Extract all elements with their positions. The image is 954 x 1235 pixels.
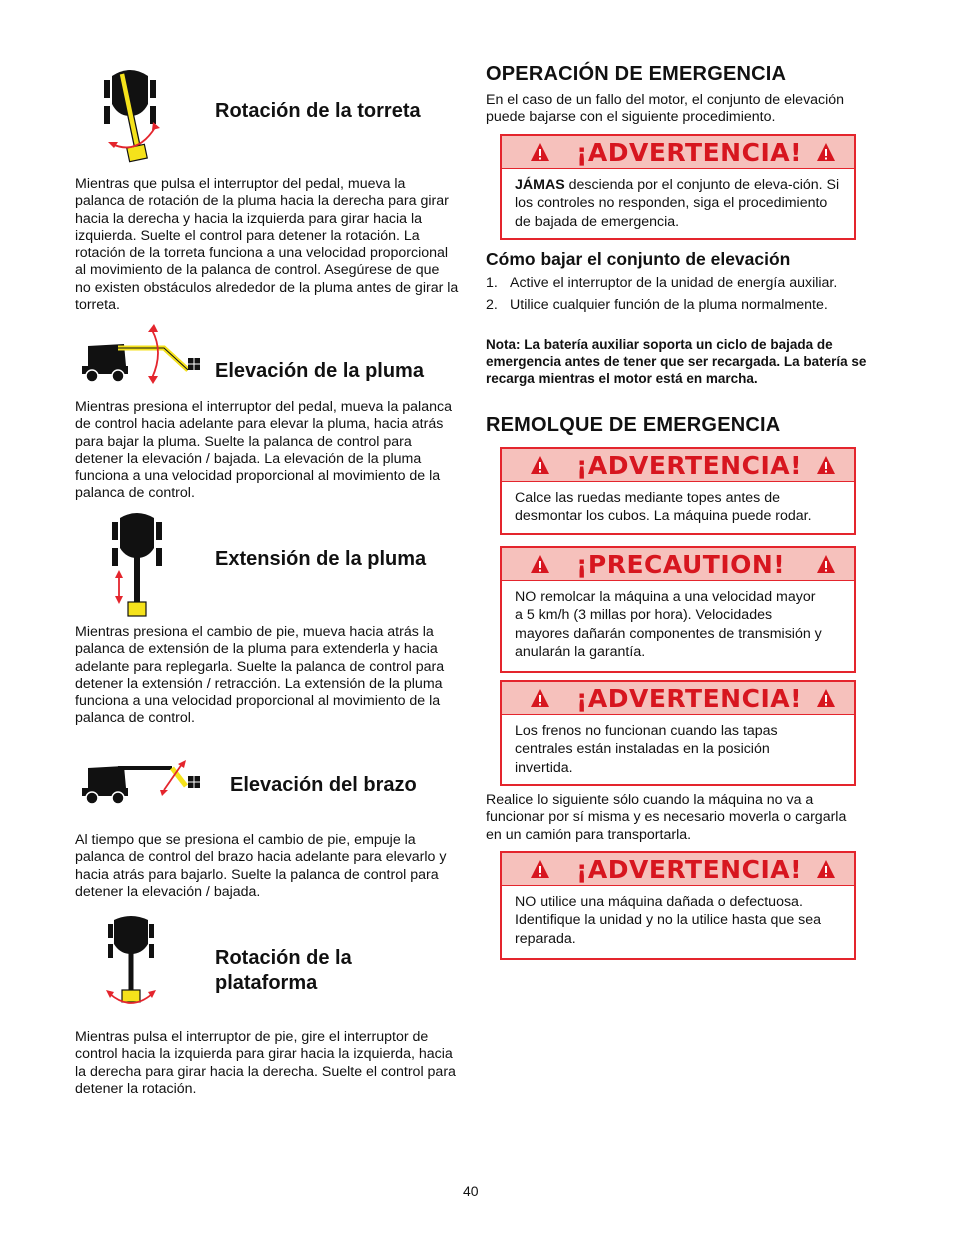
warning-label: ¡ADVERTENCIA! (576, 855, 803, 884)
boom-lift-icon (78, 322, 210, 384)
warning-triangle-icon (530, 554, 550, 574)
warning-triangle-icon (816, 142, 836, 162)
step-number: 1. (486, 275, 498, 291)
warning-banner (502, 449, 854, 482)
section-body-boom-extend: Mientras presiona el cambio de pie, mueva hacia atrás la palanca de extensión de la pluma para extenderla y hacia adelante para replegarla. Suelte la palanca de control para detener la extensión / retracción. La extensión de la pluma funciona a una velocidad proporcional al movimiento de la palanca de control. (75, 624, 445, 727)
page-number: 40 (463, 1183, 479, 1199)
emergency-operation-intro: En el caso de un fallo del motor, el conjunto de elevación puede bajarse con el siguiente procedimiento. (486, 92, 845, 126)
warning-triangle-icon (530, 688, 550, 708)
warning-label: ¡ADVERTENCIA! (576, 138, 803, 167)
warning-banner (502, 853, 854, 886)
warning-box-climb (500, 134, 856, 240)
warning-banner (502, 682, 854, 715)
caution-label: ¡PRECAUTION! (576, 550, 786, 579)
step-text: Active el interruptor de la unidad de energía auxiliar. (510, 275, 838, 291)
section-title-jib-lift: Elevación del brazo (230, 774, 417, 796)
warning-text: Los frenos no funcionan cuando las tapas centrales están instaladas en la posición invertida. (515, 723, 778, 776)
boom-extend-icon (108, 508, 166, 622)
warning-triangle-icon (816, 688, 836, 708)
warning-text: NO utilice una máquina dañada o defectuosa. Identifique la unidad y no la utilice hasta que sea reparada. (515, 894, 822, 947)
warning-banner (502, 136, 854, 169)
battery-note: Nota: La batería auxiliar soporta un ciclo de bajada de emergencia antes de tener que ser recargada. La batería se recarga mientras el motor está en marcha. (486, 337, 867, 386)
warning-triangle-icon (816, 455, 836, 475)
warning-text (502, 169, 854, 240)
section-body-turret-rotation: Mientras que pulsa el interruptor del pedal, mueva la palanca de rotación de la pluma hacia la derecha para girar hacia la derecha y hacia la izquierda para girar hacia la izquierda. Suelte el control para detener la rotación. La rotación de la torreta funciona a una velocidad proporcional al movimiento de la palanca de control. Asegúrese de que no existen obstáculos alrededor de la pluma antes de girar la torreta. (75, 176, 459, 314)
caution-box-tow-speed (500, 546, 856, 673)
warning-triangle-icon (530, 455, 550, 475)
section-body-platform-rotation: Mientras pulsa el interruptor de pie, gire el interruptor de control hacia la izquierda para girar hacia la izquierda, hacia la derecha para girar hacia la derecha. Suelte el control para detener la rotación. (75, 1029, 456, 1097)
jib-lift-icon (78, 756, 210, 806)
list-item (486, 275, 876, 292)
warning-label: ¡ADVERTENCIA! (576, 451, 803, 480)
warning-text-bold: JÁMAS (515, 177, 565, 193)
emergency-towing-title: REMOLQUE DE EMERGENCIA (486, 414, 781, 436)
section-title-turret-rotation: Rotación de la torreta (215, 100, 421, 122)
warning-label: ¡ADVERTENCIA! (576, 684, 803, 713)
emergency-operation-title: OPERACIÓN DE EMERGENCIA (486, 63, 787, 85)
section-title-platform-rotation-line2: plataforma (215, 972, 318, 994)
warning-triangle-icon (816, 859, 836, 879)
caution-text: NO remolcar la máquina a una velocidad mayor a 5 km/h (3 millas por hora). Velocidades mayores dañarán componentes de transmisión y anularán la garantía. (515, 589, 822, 660)
section-title-boom-extend: Extensión de la pluma (215, 548, 427, 570)
section-title-platform-rotation-line1: Rotación de la (215, 947, 352, 969)
warning-box-brakes (500, 680, 856, 786)
section-title-boom-lift: Elevación de la pluma (215, 360, 424, 382)
list-item (486, 297, 876, 314)
warning-box-damaged-machine (500, 851, 856, 960)
warning-text-rest: descienda por el conjunto de eleva-ción. Si los controles no responden, siga el procedimiento de bajada de emergencia. (515, 177, 840, 230)
warning-box-chock-wheels (500, 447, 856, 535)
towing-paragraph: Realice lo siguiente sólo cuando la máquina no va a funcionar por sí misma y es necesario moverla o cargarla en un camión para transportarla. (486, 792, 847, 843)
section-body-jib-lift: Al tiempo que se presiona el cambio de pie, empuje la palanca de control del brazo hacia adelante para elevarlo y hacia atrás para bajarlo. Suelte la palanca de control para detener la elevación / bajada. (75, 832, 447, 900)
section-title-platform-rotation (215, 946, 352, 996)
warning-text: Calce las ruedas mediante topes antes de desmontar los cubos. La máquina puede rodar. (515, 490, 812, 525)
warning-triangle-icon (816, 554, 836, 574)
step-text: Utilice cualquier función de la pluma normalmente. (510, 297, 828, 314)
turret-rotation-icon (98, 64, 162, 168)
warning-triangle-icon (530, 142, 550, 162)
lowering-procedure-title: Cómo bajar el conjunto de elevación (486, 249, 791, 269)
lowering-steps-list (486, 275, 876, 320)
step-number: 2. (486, 297, 498, 314)
caution-banner (502, 548, 854, 581)
section-body-boom-lift: Mientras presiona el interruptor del pedal, mueva la palanca de control hacia adelante para elevar la pluma, hacia atrás para bajar la pluma. Suelte la palanca de control para detener la elevación / bajada. La elevación de la pluma funciona a una velocidad proporcional al movimiento de la palanca de control. (75, 399, 452, 502)
platform-rotation-icon (104, 912, 158, 1012)
warning-triangle-icon (530, 859, 550, 879)
